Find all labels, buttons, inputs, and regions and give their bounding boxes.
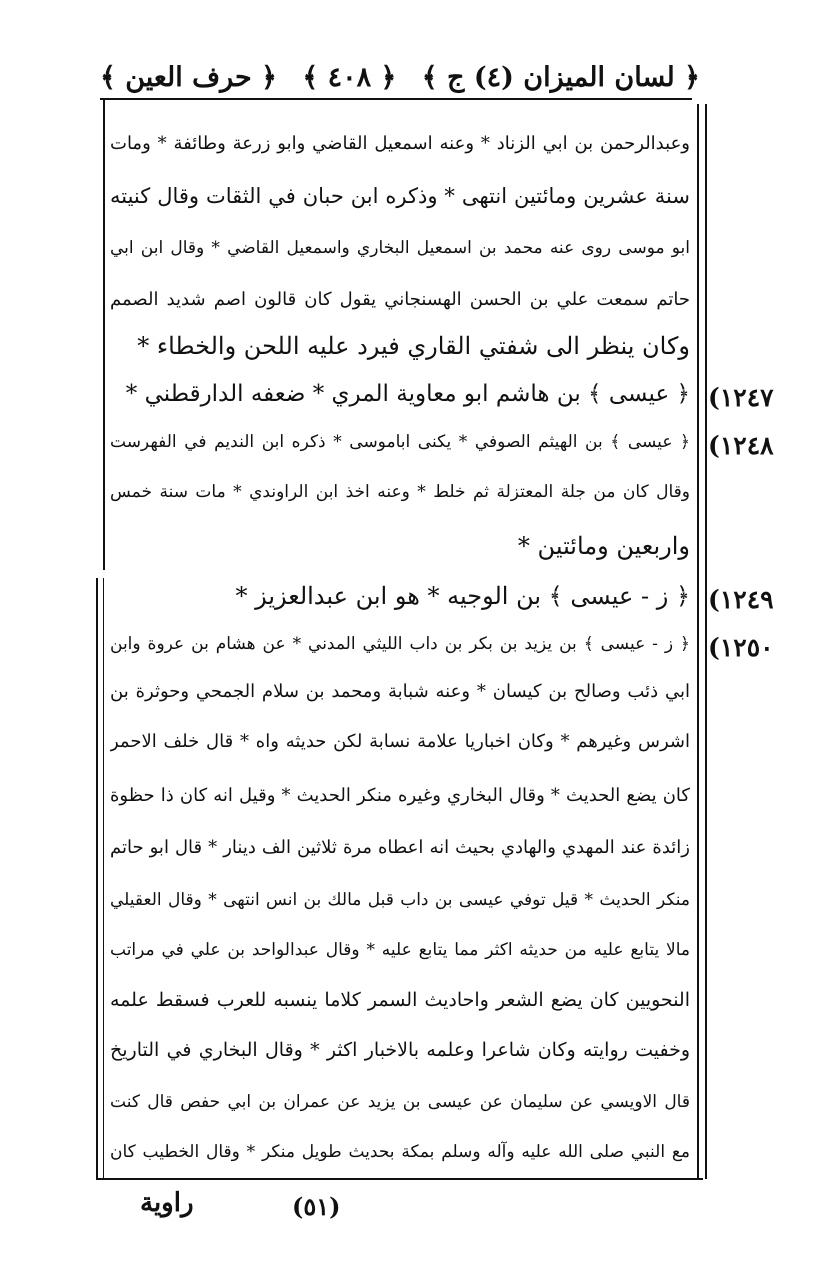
text-line: ابي ذئب وصالح بن كيسان * وعنه شبابة ومحمد بن سلام الجمحي وحوثرة بن [110,681,690,702]
frame-left-border-lower [96,578,104,1178]
running-header [100,52,700,102]
text-line: زائدة عند المهدي والهادي بحيث انه اعطاه مرة ثلاثين الف دينار * قال ابو حاتم [110,837,690,858]
frame-bottom-border [96,1178,703,1180]
text-line: مع النبي صلى الله عليه وآله وسلم بمكة بحديث طويل منكر * وقال الخطيب كان [110,1142,690,1162]
chapter-title: ﴿ حرف العين ﴾ [100,61,277,93]
text-line: مالا يتابع عليه من حديثه اكثر مما يتابع عليه * وقال عبدالواحد بن علي في مراتب [110,940,690,960]
text-line: قال الاويسي عن سليمان عن عيسى بن يزيد عن عمران بن ابي حفص قال كنت [110,1092,690,1112]
book-title: ﴿ لسان الميزان (٤) ج ﴾ [421,61,700,93]
text-line: ابو موسى روى عنه محمد بن اسمعيل البخاري واسمعيل القاضي * وقال ابن ابي [110,238,690,258]
entry-number: (١٢٤٨ [708,431,774,460]
signature-mark: (٥١) [292,1192,341,1221]
text-line: وكان ينظر الى شفتي القاري فيرد عليه اللحن والخطاء * [137,332,690,360]
text-line: ﴿ عيسى ﴾ بن الهيثم الصوفي * يكنى اباموسى * ذكره ابن النديم في الفهرست [110,432,690,452]
text-line: حاتم سمعت علي بن الحسن الهسنجاني يقول كان قالون اصم شديد الصمم [110,289,690,310]
text-line: ﴿ عيسى ﴾ بن هاشم ابو معاوية المري * ضعفه الدارقطني * [125,381,690,407]
text-line: وخفيت روايته وكان شاعرا وعلمه بالاخبار اكثر * وقال البخاري في التاريخ [110,1039,690,1061]
frame-left-border-upper [103,100,105,570]
text-line: وقال كان من جلة المعتزلة ثم خلط * وعنه اخذ ابن الراوندي * مات سنة خمس [110,482,690,502]
text-line: النحويين كان يضع الشعر واحاديث السمر كلاما ينسبه للعرب فسقط علمه [110,989,690,1011]
text-line: ﴿ ز - عيسى ﴾ بن الوجيه * هو ابن عبدالعزيز * [235,582,690,610]
text-line: اشرس وغيرهم * وكان اخباريا علامة نسابة لكن حديثه واه * قال خلف الاحمر [110,731,690,752]
entry-number: (١٢٤٩ [708,585,774,614]
text-line: واربعين ومائتين * [517,532,690,560]
header-rule [100,98,692,100]
text-line: وعبدالرحمن بن ابي الزناد * وعنه اسمعيل القاضي وابو زرعة وطائفة * ومات [110,133,690,154]
text-line: كان يضع الحديث * وقال البخاري وغيره منكر الحديث * وقيل انه كان ذا حظوة [110,785,690,806]
entry-number: (١٢٥٠ [708,633,774,662]
page-number: ﴿ ٤٠٨ ﴾ [302,61,397,93]
entry-number: (١٢٤٧ [708,383,774,412]
frame-right-border [697,104,707,1179]
text-line: منكر الحديث * قيل توفي عيسى بن داب قبل مالك بن انس انتهى * وقال العقيلي [110,890,690,910]
text-line: ﴿ ز - عيسى ﴾ بن يزيد بن بكر بن داب الليثي المدني * عن هشام بن عروة وابن [110,634,690,654]
text-line: سنة عشرين ومائتين انتهى * وذكره ابن حبان في الثقات وقال كنيته [110,184,690,208]
catchword: راوية [140,1188,194,1218]
